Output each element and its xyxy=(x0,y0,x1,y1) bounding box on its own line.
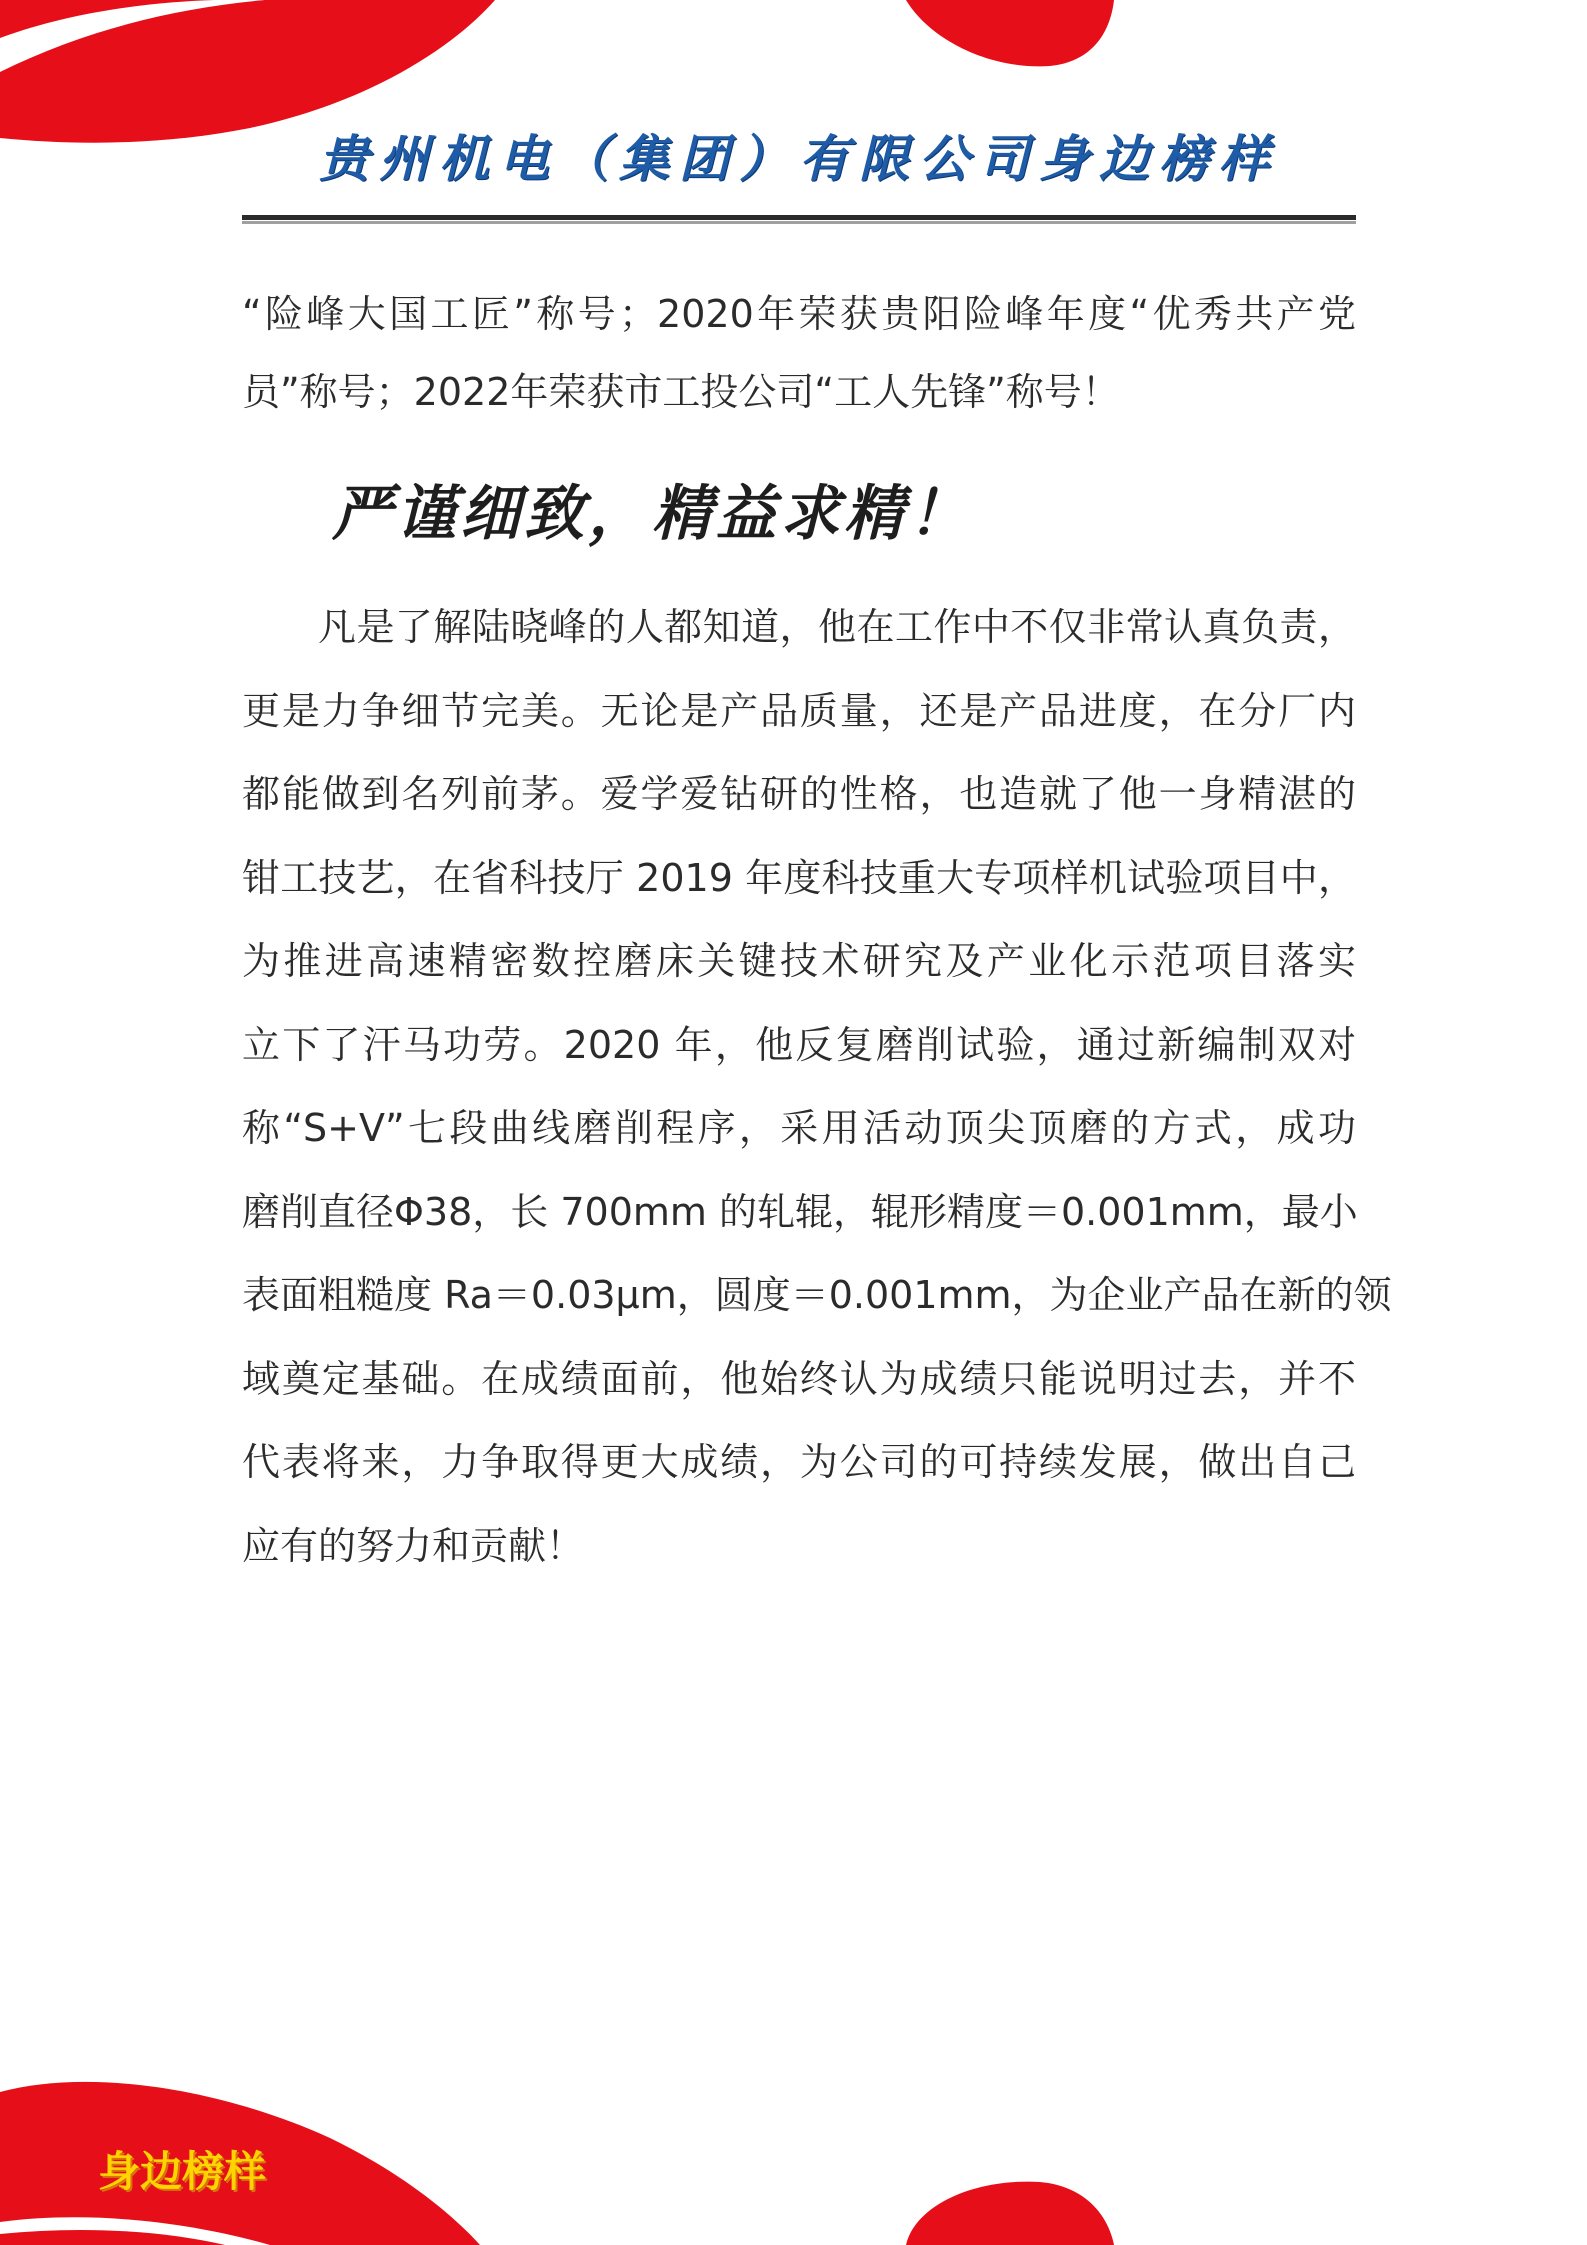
bottom-right-wave xyxy=(906,2182,1114,2245)
header-rule xyxy=(242,215,1356,220)
top-right-wave xyxy=(906,0,1114,66)
paragraph-line: 都能做到名列前茅。爱学爱钻研的性格，也造就了他一身精湛的 xyxy=(242,772,1356,816)
paragraph-line: 应有的努力和贡献！ xyxy=(242,1523,585,1568)
paragraph-line: 员”称号；2022年荣获市工投公司“工人先锋”称号！ xyxy=(242,370,1120,414)
paragraph-line: 钳工技艺，在省科技厅 2019 年度科技重大专项样机试验项目中， xyxy=(242,855,1356,900)
paragraph-line: “险峰大国工匠”称号；2020年荣获贵阳险峰年度“优秀共产党 xyxy=(242,292,1356,336)
intro-paragraph xyxy=(242,275,1356,431)
section-heading: 严谨细致，精益求精！ xyxy=(332,479,972,549)
body-paragraph xyxy=(242,586,1392,1588)
paragraph-line: 更是力争细节完美。无论是产品质量，还是产品进度，在分厂内 xyxy=(242,688,1356,733)
paragraph-line: 磨削直径Φ38，长 700mm 的轧辊，辊形精度＝0.001mm，最小 xyxy=(242,1189,1358,1234)
header-rule-shadow xyxy=(242,221,1356,224)
paragraph-line: 为推进高速精密数控磨床关键技术研究及产业化示范项目落实 xyxy=(242,939,1356,983)
footer-badge: 身边榜样 xyxy=(98,2147,267,2196)
paragraph-line: 代表将来，力争取得更大成绩，为公司的可持续发展，做出自己 xyxy=(242,1440,1356,1484)
paragraph-line: 表面粗糙度 Ra＝0.03μm，圆度＝0.001mm，为企业产品在新的领 xyxy=(242,1273,1392,1317)
paragraph-line: 立下了汗马功劳。2020 年，他反复磨削试验，通过新编制双对 xyxy=(242,1022,1356,1067)
page-title: 贵州机电（集团）有限公司身边榜样 xyxy=(319,129,1279,188)
paragraph-line: 域奠定基础。在成绩面前，他始终认为成绩只能说明过去，并不 xyxy=(242,1356,1356,1401)
paragraph-line: 凡是了解陆晓峰的人都知道，他在工作中不仅非常认真负责， xyxy=(318,605,1356,649)
paragraph-line: 称“S+V”七段曲线磨削程序，采用活动顶尖顶磨的方式，成功 xyxy=(242,1106,1356,1150)
